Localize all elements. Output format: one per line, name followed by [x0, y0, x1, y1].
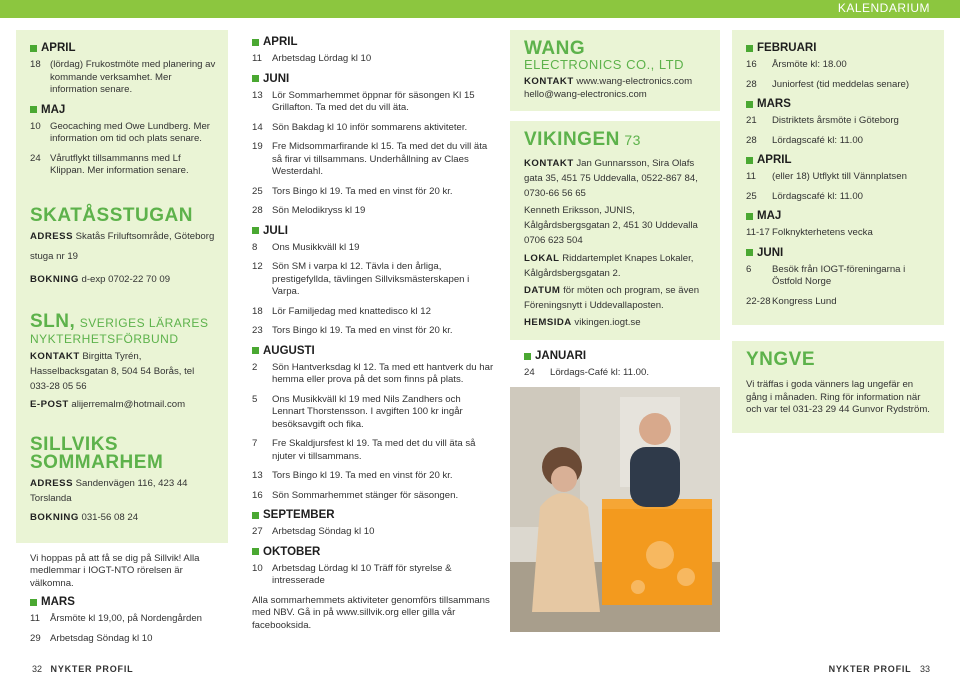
bullet-square-icon — [746, 101, 753, 108]
column-2 — [240, 30, 498, 638]
vikingen-kontakt2: Kenneth Eriksson, JUNIS, Kålgårdsbergsgatan 2, 451 30 Uddevalla 0706 623 504 — [524, 205, 698, 246]
skatas-adress: ADRESS Skatås Friluftsområde, Göteborg — [30, 230, 215, 242]
month-heading: JULI — [252, 225, 494, 237]
column-4 — [732, 30, 944, 433]
vikingen-lokal: LOKAL Riddartemplet Knapes Lokaler, Kålgårdsbergsgatan 2. — [524, 253, 694, 279]
event-item: 16 Årsmöte kl: 18.00 — [746, 59, 847, 70]
sln-subtitle: NYKTERHETSFÖRBUND — [30, 331, 179, 346]
month-heading: MAJ — [746, 210, 932, 222]
event-item: 19 Fre Midsommarfirande kl 15. Ta med det du vill äta så firar vi tillsammans. Underhållning av Claes Westerdahl. — [252, 141, 488, 177]
yngve-text: Vi träffas i goda vänners lag ungefär en gång i månaden. Ring för information när och var tel 031-23 29 44 Gunvor Rydström. — [746, 379, 930, 415]
event-item: 13 Lör Sommarhemmet öppnar för säsongen Kl 15 Grillafton. Ta med det du vill äta. — [252, 89, 475, 113]
event-item: 24 Vårutflykt tillsammanns med Lf Klippan. Mer information senare. — [30, 152, 189, 176]
event-item: 28 Juniorfest (tid meddelas senare) — [746, 78, 910, 90]
month-heading: MARS — [30, 596, 216, 608]
column-1 — [16, 30, 228, 652]
month-heading: JUNI — [746, 247, 932, 259]
page-number-left: 32 — [32, 664, 43, 674]
event-item: 5 Ons Musikkväll kl 19 med Nils Zandhers och Lennart Thorstensson. I avgiften 100 kr ingår besöksavgift och fika. — [252, 393, 463, 430]
skatas-bokning: BOKNING d-exp 0702-22 70 09 — [30, 273, 171, 285]
column-3 — [510, 30, 720, 632]
event-item: 27 Arbetsdag Söndag kl 10 — [252, 526, 375, 537]
wang-email: hello@wang-electronics.com — [524, 89, 647, 100]
month-heading: JUNI — [252, 73, 494, 85]
event-item: 2 Sön Hantverksdag kl 12. Ta med ett hantverk du har hemma eller prova på det som finns på plats. — [252, 361, 494, 385]
col4-calendar-panel — [732, 30, 944, 325]
event-item: 12 Sön SM i varpa kl 12. Tävla i den årliga, prestigefyllda, tävlingen Sillviksmästerskapen i Varpa. — [252, 261, 470, 297]
event-item: 18 Lör Familjedag med knattedisco kl 12 — [252, 305, 431, 317]
month-heading: JANUARI — [524, 350, 720, 362]
event-item: 23 Tors Bingo kl 19. Ta med en vinst för 20 kr. — [252, 325, 453, 336]
month-heading: AUGUSTI — [252, 345, 494, 357]
month-heading: MAJ — [30, 104, 216, 116]
event-item: 29 Arbetsdag Söndag kl 10 — [30, 632, 153, 644]
bullet-square-icon — [746, 157, 753, 164]
month-heading: APRIL — [30, 42, 216, 54]
bullet-square-icon — [252, 75, 259, 82]
wang-title: WANG — [524, 38, 586, 59]
event-item: 10 Geocaching med Owe Lundberg. Mer information om tid och plats senare. — [30, 120, 210, 144]
bullet-square-icon — [252, 39, 259, 46]
event-item: 24 Lördags-Café kl: 11.00. — [524, 367, 650, 378]
month-heading: OKTOBER — [252, 546, 494, 558]
sillviks-title-2: SOMMARHEM — [30, 451, 164, 473]
event-item: 11-17 Folknykterhetens vecka — [746, 227, 873, 238]
event-item: 16 Sön Sommarhemmet stänger för säsongen. — [252, 489, 459, 501]
bullet-square-icon — [252, 512, 259, 519]
wang-subtitle: ELECTRONICS CO., LTD — [524, 57, 685, 72]
event-item: 8 Ons Musikkväll kl 19 — [252, 241, 360, 253]
event-item: 28 Lördagscafé kl: 11.00 — [746, 134, 864, 146]
sillviks-note: Vi hoppas på att få se dig på Sillvik! Alla medlemmar i IOGT-NTO rörelsen är välkomna. — [30, 552, 200, 589]
page-number-right: 33 — [919, 664, 930, 674]
sln-epost: E-POST alijerremalm@hotmail.com — [30, 398, 186, 410]
month-heading: APRIL — [746, 154, 932, 166]
magazine-name-left: NYKTER PROFIL — [50, 664, 134, 674]
yngve-title: YNGVE — [746, 349, 816, 370]
footer-right — [829, 664, 930, 674]
bullet-square-icon — [30, 45, 37, 52]
event-item: 13 Tors Bingo kl 19. Ta med en vinst för 20 kr. — [252, 470, 453, 481]
event-item: 18 (lördag) Frukostmöte med planering av kommande verksamhet. Mer information senare. — [30, 59, 216, 95]
event-item: 7 Fre Skaldjursfest kl 19. Ta med det du vill äta så njuter vi tillsammans. — [252, 438, 476, 462]
magazine-name-right: NYKTER PROFIL — [828, 664, 912, 674]
sillviks-adress: ADRESS Sandenvägen 116, 423 44 Torslanda — [30, 477, 188, 504]
event-item: 11 (eller 18) Utflykt till Vännplatsen — [746, 171, 907, 182]
event-item: 25 Lördagscafé kl: 11.00 — [746, 190, 864, 202]
bullet-square-icon — [252, 347, 259, 354]
bullet-square-icon — [746, 45, 753, 52]
bullet-square-icon — [30, 599, 37, 606]
sommarhem-note: Alla sommarhemmets aktiviteter genomförs tillsammans med NBV. Gå in på www.sillvik.org eller gilla vår facebooksida. — [252, 594, 490, 631]
event-item: 14 Sön Bakdag kl 10 inför sommarens aktiviteter. — [252, 121, 468, 133]
vikingen-title: VIKINGEN 73 — [524, 129, 641, 150]
month-heading: MARS — [746, 98, 932, 110]
event-item: 21 Distriktets årsmöte i Göteborg — [746, 115, 899, 126]
footer-left — [32, 664, 133, 674]
sillviks-bokning: BOKNING 031-56 08 24 — [30, 511, 139, 523]
month-heading: APRIL — [252, 36, 494, 48]
event-item: 6 Besök från IOGT-föreningarna i Östfold Norge — [746, 263, 906, 287]
bullet-square-icon — [524, 353, 531, 360]
bullet-square-icon — [746, 249, 753, 256]
vikingen-kontakt: KONTAKT Jan Gunnarsson, Sira Olafs gata 35, 451 75 Uddevalla, 0522-867 84, 0730-66 56 65 — [524, 158, 698, 199]
vikingen-panel — [510, 121, 720, 340]
vikingen-datum: DATUM för möten och program, se även Föreningsnytt i Uddevallaposten. — [524, 285, 700, 311]
sln-kontakt: KONTAKT Birgitta Tyrén, Hasselbacksgatan 8, 504 54 Borås, tel 033-28 05 56 — [30, 350, 195, 392]
skatas-line2: stuga nr 19 — [30, 250, 79, 262]
section-title: KALENDARIUM — [837, 1, 930, 15]
top-bar — [0, 0, 960, 18]
wang-panel — [510, 30, 720, 111]
month-heading: FEBRUARI — [746, 42, 932, 54]
bullet-square-icon — [252, 227, 259, 234]
wang-kontakt: KONTAKT www.wang-electronics.com — [524, 76, 693, 87]
sillviks-title-1: SILLVIKS — [30, 433, 119, 455]
sln-title: SLN, SVERIGES LÄRARES — [30, 310, 209, 332]
event-item: 10 Arbetsdag Lördag kl 10 Träff för styrelse & intresserade — [252, 562, 452, 586]
event-item: 25 Tors Bingo kl 19. Ta med en vinst för 20 kr. — [252, 185, 453, 197]
bullet-square-icon — [30, 106, 37, 113]
event-item: 11 Årsmöte kl 19,00, på Nordengården — [30, 613, 202, 624]
bullet-square-icon — [746, 213, 753, 220]
col1-calendar-panel — [16, 30, 228, 543]
bullet-square-icon — [252, 548, 259, 555]
event-item: 22-28 Kongress Lund — [746, 295, 837, 307]
yngve-panel — [732, 341, 944, 433]
event-item: 11 Arbetsdag Lördag kl 10 — [252, 53, 372, 64]
event-item: 28 Sön Melodikryss kl 19 — [252, 205, 366, 216]
skatas-title: SKATÅSSTUGAN — [30, 204, 193, 226]
vikingen-hemsida: HEMSIDA vikingen.iogt.se — [524, 317, 641, 328]
photo-illustration — [510, 387, 720, 632]
month-heading: SEPTEMBER — [252, 509, 494, 521]
event-photo — [510, 387, 720, 632]
